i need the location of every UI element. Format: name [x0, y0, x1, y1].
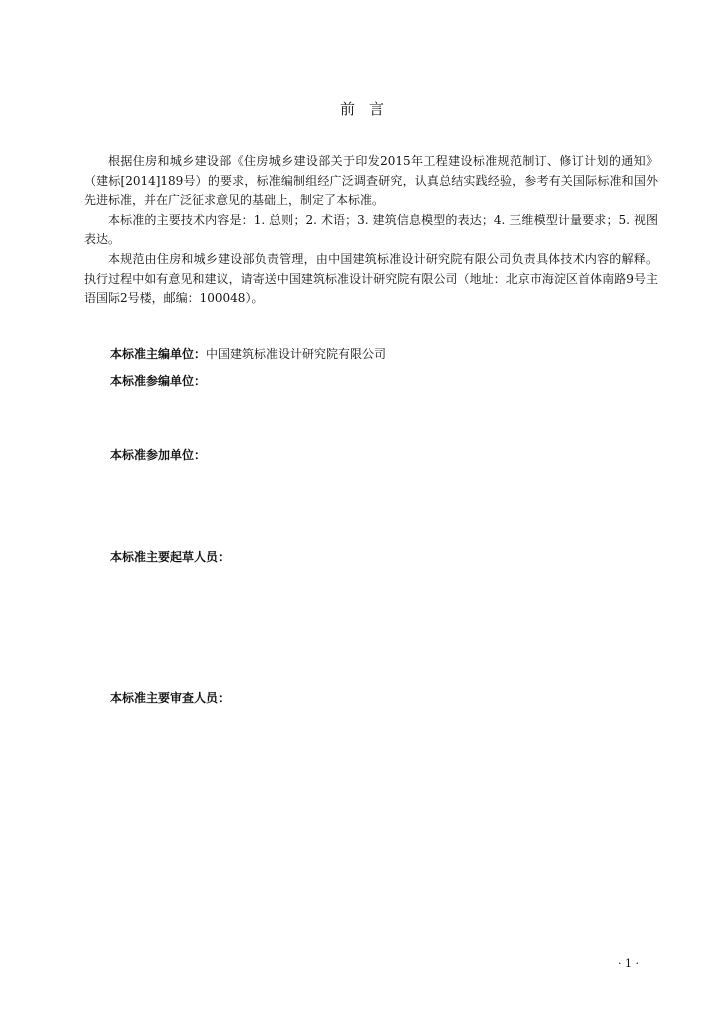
joined-unit-label: 本标准参加单位： — [110, 448, 207, 462]
participating-editor-label: 本标准参编单位： — [110, 374, 207, 388]
paragraph-background: 根据住房和城乡建设部《住房城乡建设部关于印发2015年工程建设标准规范制订、修订计划的通知》（建标[2014]189号）的要求，标准编制组经广泛调查研究，认真总结实践经验，参考有关国际标准和国外先进标准，并在广泛征求意见的基础上，制定了本标准。 — [84, 154, 658, 208]
paragraph-main-content: 本标准的主要技术内容是：1. 总则；2. 术语；3. 建筑信息模型的表达；4. 三维模型计量要求；5. 视图表达。 — [84, 212, 658, 247]
paragraph-management: 本规范由住房和城乡建设部负责管理，由中国建筑标准设计研究院有限公司负责具体技术内容的解释。执行过程中如有意见和建议，请寄送中国建筑标准设计研究院有限公司（地址：北京市海淀区首体南路9号主语国际2号楼，邮编：100048）。 — [84, 251, 658, 306]
participating-editor-unit — [110, 373, 206, 389]
preface-body — [84, 152, 658, 309]
chief-editor-unit — [110, 346, 386, 362]
page-title: 前言 — [339, 100, 398, 118]
chief-editor-value: 中国建筑标准设计研究院有限公司 — [206, 347, 387, 361]
reviewers-label: 本标准主要审查人员： — [110, 691, 231, 705]
drafters-label: 本标准主要起草人员： — [110, 550, 231, 564]
joined-unit — [110, 447, 206, 463]
chief-editor-label: 本标准主编单位： — [110, 347, 207, 361]
reviewers — [110, 690, 230, 706]
drafters — [110, 549, 230, 565]
page-number: · 1 · — [618, 957, 639, 970]
